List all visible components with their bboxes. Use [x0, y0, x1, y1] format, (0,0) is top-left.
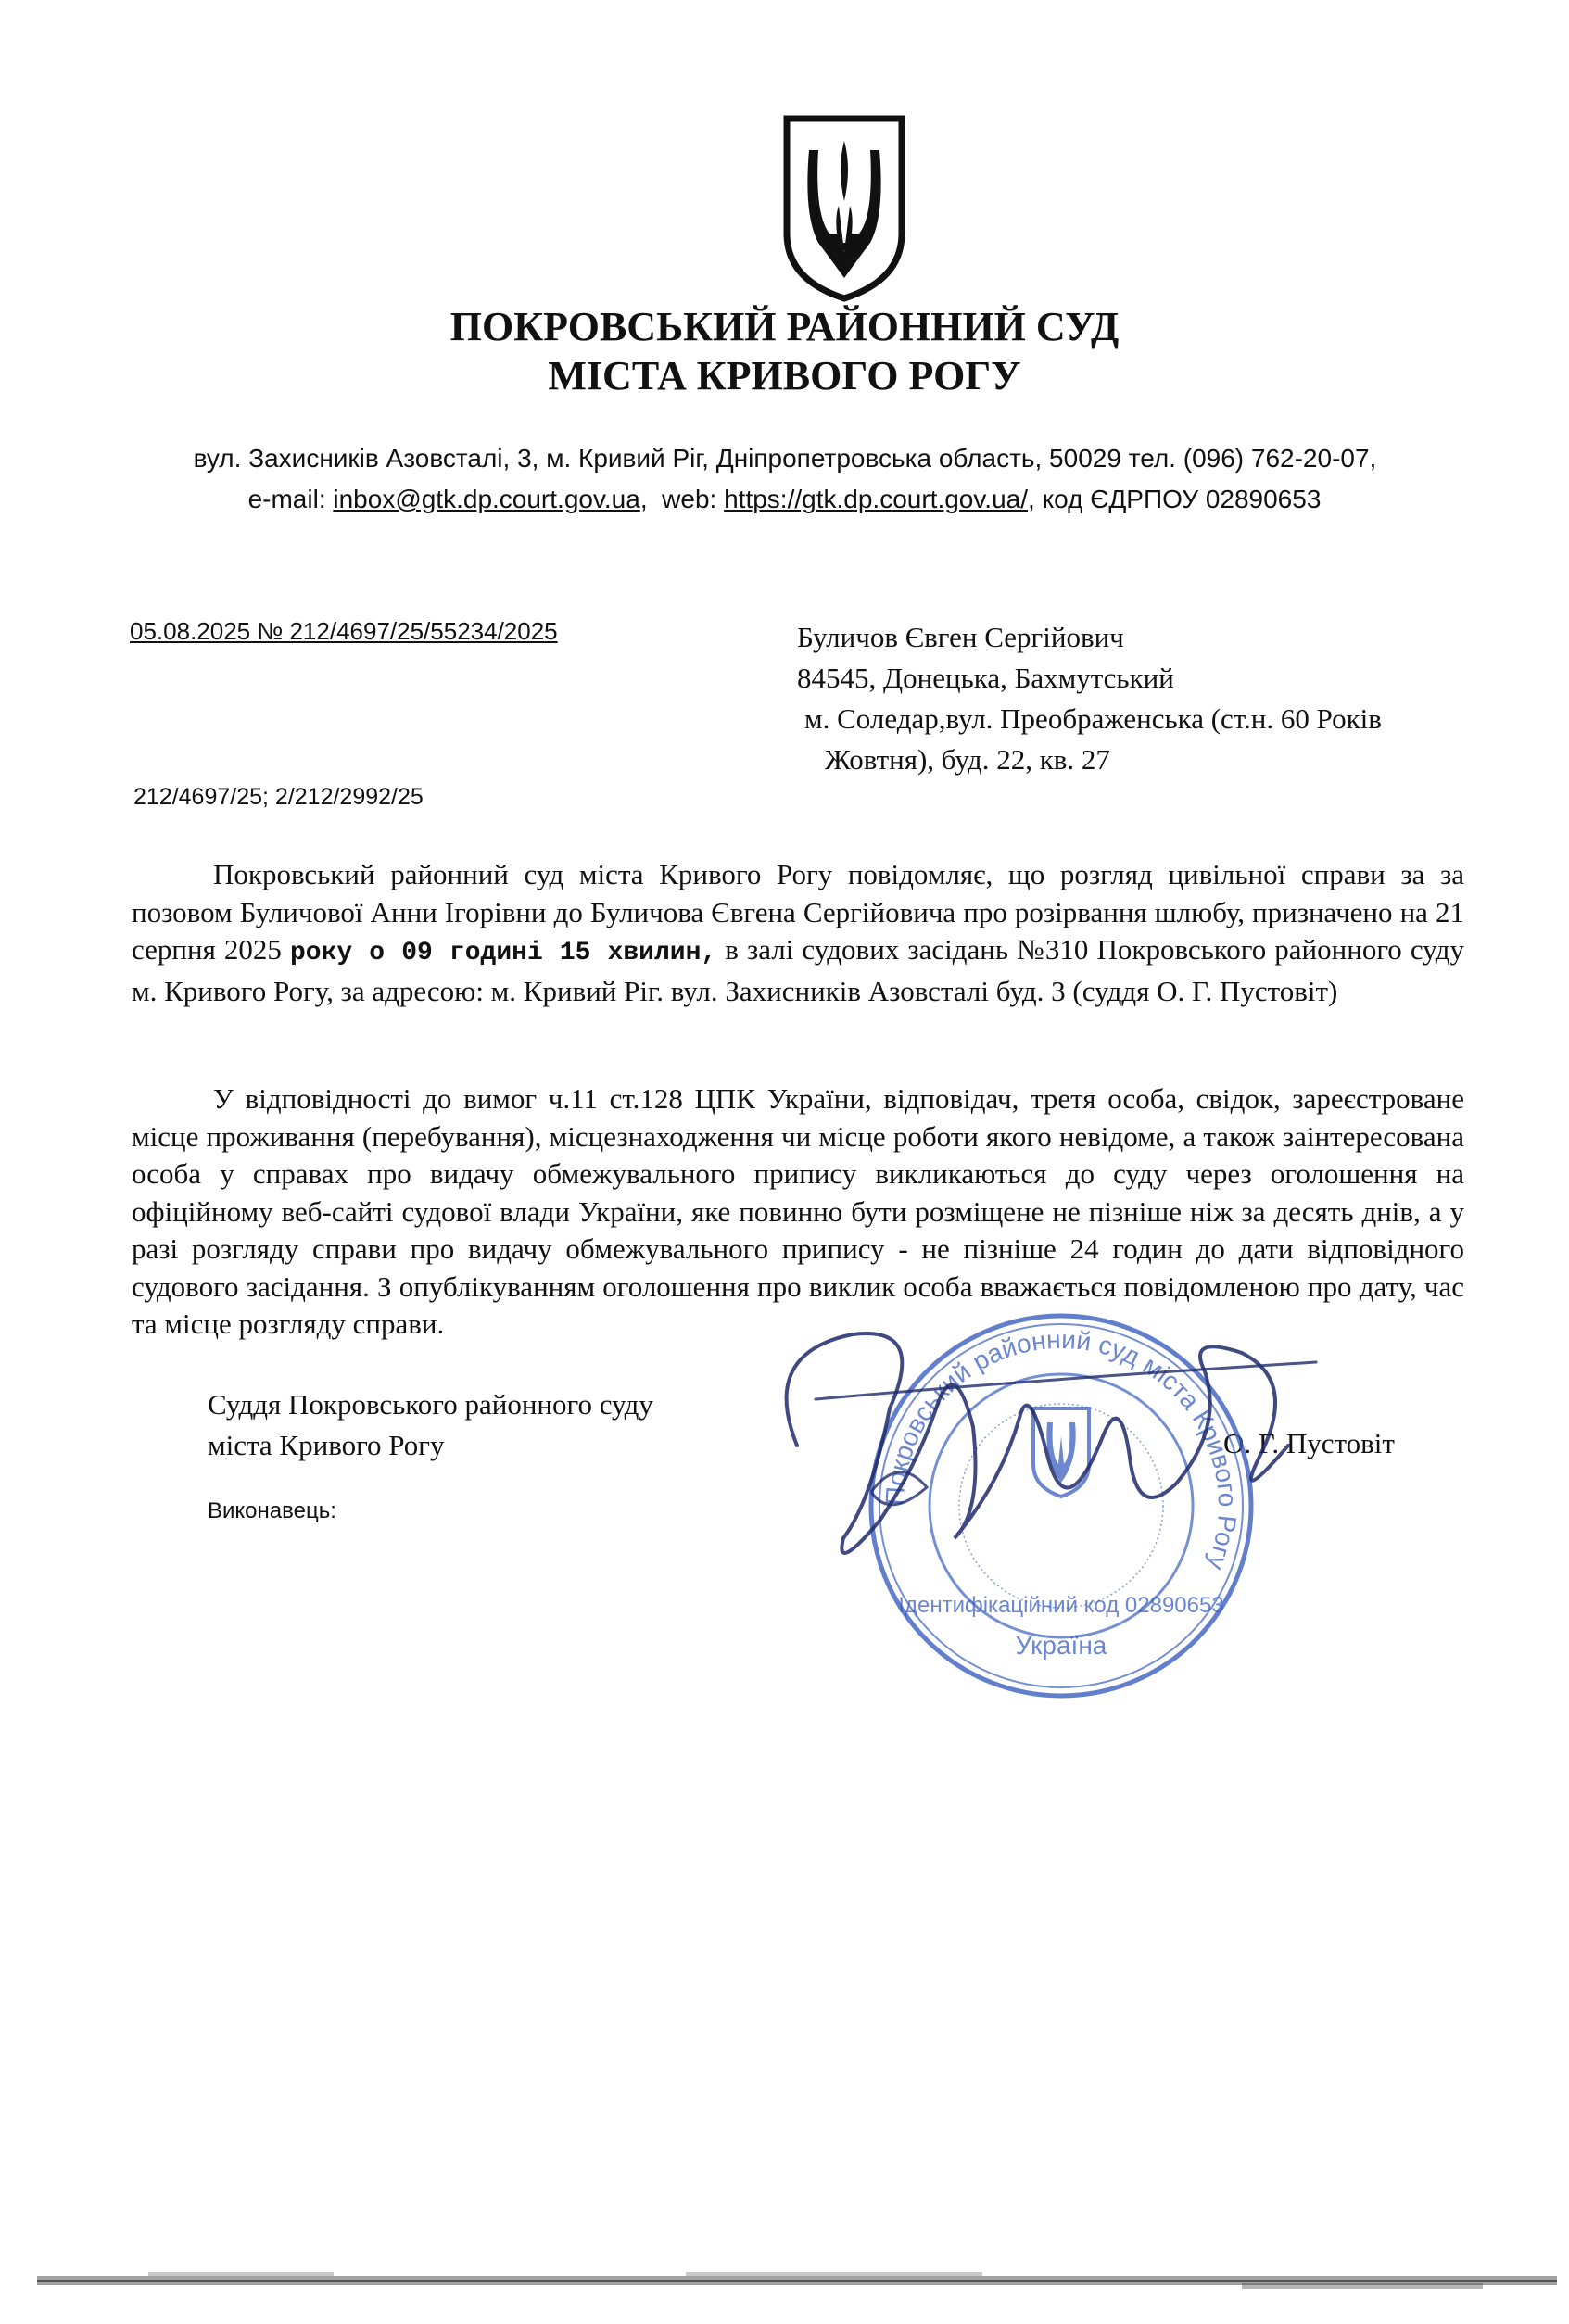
- executor-label: Виконавець:: [208, 1498, 336, 1523]
- web-label: web:: [662, 485, 717, 513]
- court-contacts: e-mail: inbox@gtk.dp.court.gov.ua, web: https://gtk.dp.court.gov.ua/, код ЄДРПОУ 02890653: [247, 485, 1322, 513]
- hearing-time: року о 09 годині 15 хвилин,: [289, 939, 717, 967]
- court-address: вул. Захисників Азовсталі, 3, м. Кривий Ріг, Дніпропетровська область, 50029 тел. (096) 762-20-07,: [193, 444, 1377, 473]
- edrpou-code: код ЄДРПОУ 02890653: [1042, 485, 1322, 513]
- legal-basis-paragraph: У відповідності до вимог ч.11 ст.128 ЦПК України, відповідач, третя особа, свідок, зареєстроване місце проживання (перебування), місцезнаходження чи місце роботи якого невідоме, а також заінтересована особа у справах про видачу обмежувального припису викликаються до суду через оголошення на офіційному веб-сайті судової влади України, яке повинно бути розміщене не пізніше ніж за десять днів, а у разі розгляду справи про видачу обмежувального припису - не пізніше 24 годин до дати відповідного судового засідання. З опублікуванням оголошення про виклик особа вважається повідомленою про дату, час та місце розгляду справи.: [132, 1082, 1464, 1340]
- court-name-line1: ПОКРОВСЬКИЙ РАЙОННИЙ СУД: [449, 304, 1120, 349]
- notice-text-start: Покровський районний суд міста Кривого Рогу повідомляє, що розгляд цивільної справи за за позовом Буличової Анни Ігорівни до Буличова Євгена Сергійовича про розірвання шлюбу, призначено на 21 серпня 2025: [132, 858, 1464, 966]
- recipient-address-line4: Жовтня), буд. 22, кв. 27: [825, 743, 1110, 776]
- letter-date-number: 05.08.2025 № 212/4697/25/55234/2025: [130, 617, 558, 645]
- seal-country-text: Україна: [1015, 1631, 1107, 1660]
- judge-position-line2: міста Кривого Рогу: [208, 1429, 445, 1461]
- seal-outer-text: Покровський районний суд міста Кривого Рогу: [879, 1324, 1243, 1574]
- recipient-address-line2: 84545, Донецька, Бахмутський: [797, 662, 1174, 694]
- email-label: e-mail:: [247, 485, 326, 513]
- judge-name: О. Г. Пустовіт: [1223, 1427, 1395, 1459]
- scan-edge-artifact: [37, 2261, 1557, 2298]
- judge-signature: [741, 1297, 1335, 1603]
- seal-code-text: Ідентифікаційний код 02890653: [898, 1593, 1224, 1618]
- trident-emblem-icon: [781, 113, 907, 303]
- notice-text-end: в залі судових засідань №310 Покровського районного суду м. Кривого Рогу, за адресою: м. Кривий Ріг. вул. Захисників Азовсталі буд. 3 (суддя О. Г. Пустовіт): [132, 933, 1464, 1007]
- judge-position-line1: Суддя Покровського районного суду: [208, 1388, 653, 1421]
- notice-paragraph: [132, 856, 1464, 1010]
- case-numbers: 212/4697/25; 2/212/2992/25: [133, 784, 424, 810]
- court-name-line2: МІСТА КРИВОГО РОГУ: [548, 353, 1021, 398]
- web-link[interactable]: https://gtk.dp.court.gov.ua/: [724, 485, 1028, 513]
- recipient-address-line3: м. Соледар,вул. Преображенська (ст.н. 60 Років: [804, 702, 1382, 735]
- recipient-name: Буличов Євген Сергійович: [797, 621, 1124, 653]
- email-link[interactable]: inbox@gtk.dp.court.gov.ua: [333, 485, 640, 513]
